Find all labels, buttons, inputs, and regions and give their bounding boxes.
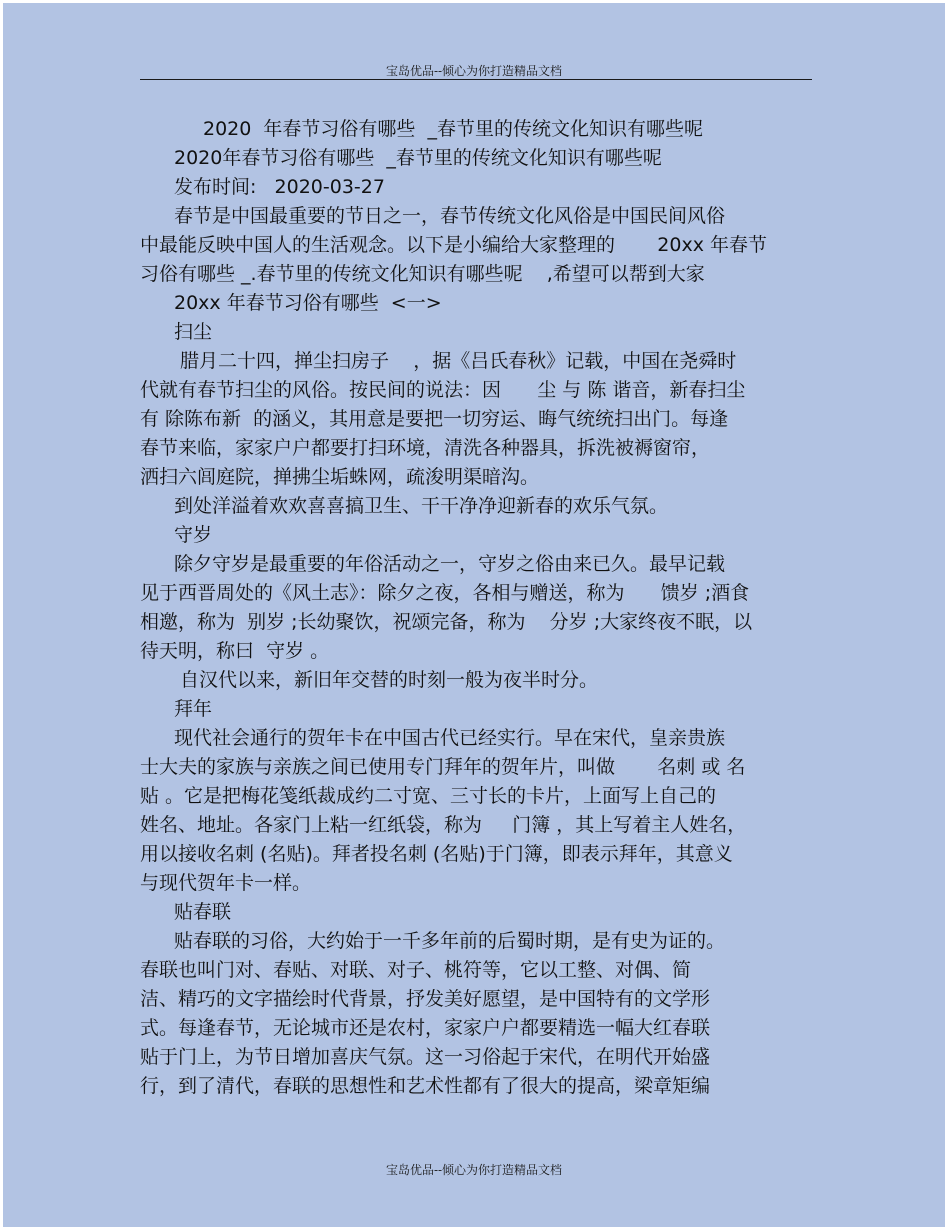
article-line: 习俗有哪些 _.春节里的传统文化知识有哪些呢 ,希望可以帮到大家 <box>140 263 705 285</box>
page-footer: 宝岛优品--倾心为你打造精品文档 <box>385 1163 563 1177</box>
article-line: 春节是中国最重要的节日之一，春节传统文化风俗是中国民间风俗 <box>174 205 726 227</box>
article-line: 春节来临，家家户户都要打扫环境，清洗各种器具，拆洗被褥窗帘， <box>140 437 711 459</box>
article-line: 见于西晋周处的《风土志》：除夕之夜，各相与赠送，称为 馈岁 ;酒食 <box>140 582 750 604</box>
article-line: 相邀，称为 别岁 ;长幼聚饮，祝颂完备，称为 分岁 ;大家终夜不眠，以 <box>140 611 753 633</box>
article-line: 姓名、地址。各家门上粘一红纸袋，称为 门簿 ，其上写着主人姓名， <box>140 814 747 836</box>
article-line: 洁、精巧的文字描绘时代背景，抒发美好愿望，是中国特有的文学形 <box>140 988 711 1010</box>
article-line: 有 除陈布新 的涵义，其用意是要把一切穷运、晦气统统扫出门。每逢 <box>140 408 729 430</box>
header-rule <box>140 79 812 80</box>
article-line: 扫尘 <box>174 321 213 343</box>
article-line: 式。每逢春节，无论城市还是农村，家家户户都要精选一幅大红春联 <box>140 1017 711 1039</box>
article-line: 守岁 <box>174 524 213 546</box>
article-line: 除夕守岁是最重要的年俗活动之一，守岁之俗由来已久。最早记载 <box>174 553 726 575</box>
article-line: 用以接收名刺 (名贴)。拜者投名刺 (名贴)于门簿，即表示拜年，其意义 <box>140 843 733 865</box>
article-body <box>140 115 812 1101</box>
article-line: 现代社会通行的贺年卡在中国古代已经实行。早在宋代，皇亲贵族 <box>174 727 726 749</box>
article-line: 2020年春节习俗有哪些 _春节里的传统文化知识有哪些呢 <box>174 147 662 169</box>
article-title: 2020 年春节习俗有哪些 _春节里的传统文化知识有哪些呢 <box>203 118 704 140</box>
article-line: 自汉代以来，新旧年交替的时刻一般为夜半时分。 <box>174 669 599 691</box>
article-line: 代就有春节扫尘的风俗。按民间的说法：因 尘 与 陈 谐音，新春扫尘 <box>140 379 746 401</box>
page-header: 宝岛优品--倾心为你打造精品文档 <box>385 64 563 78</box>
article-line: 士大夫的家族与亲族之间已使用专门拜年的贺年片，叫做 名刺 或 名 <box>140 756 746 778</box>
article-line: 与现代贺年卡一样。 <box>140 872 312 894</box>
article-line: 腊月二十四，掸尘扫房子 ，据《吕氏春秋》记载，中国在尧舜时 <box>174 350 737 372</box>
document-page <box>3 3 945 1227</box>
article-line: 发布时间: 2020-03-27 <box>174 176 385 198</box>
article-line: 春联也叫门对、春贴、对联、对子、桃符等，它以工整、对偶、简 <box>140 959 692 981</box>
article-line: 贴春联 <box>174 901 232 923</box>
article-line: 贴于门上，为节日增加喜庆气氛。这一习俗起于宋代，在明代开始盛 <box>140 1046 711 1068</box>
article-line: 贴 。它是把梅花笺纸裁成约二寸宽、三寸长的卡片，上面写上自己的 <box>140 785 717 807</box>
article-line: 到处洋溢着欢欢喜喜搞卫生、干干净净迎新春的欢乐气氛。 <box>174 495 669 517</box>
article-line: 待天明，称曰 守岁 。 <box>140 640 330 662</box>
article-line: 拜年 <box>174 698 213 720</box>
article-line: 行，到了清代，春联的思想性和艺术性都有了很大的提高，梁章矩编 <box>140 1075 711 1097</box>
article-line: 贴春联的习俗，大约始于一千多年前的后蜀时期，是有史为证的。 <box>174 930 726 952</box>
article-line: 洒扫六闾庭院，掸拂尘垢蛛网，疏浚明渠暗沟。 <box>140 466 540 488</box>
article-line: 中最能反映中国人的生活观念。以下是小编给大家整理的 20xx 年春节 <box>140 234 767 256</box>
article-line: 20xx 年春节习俗有哪些 <一> <box>174 292 442 314</box>
